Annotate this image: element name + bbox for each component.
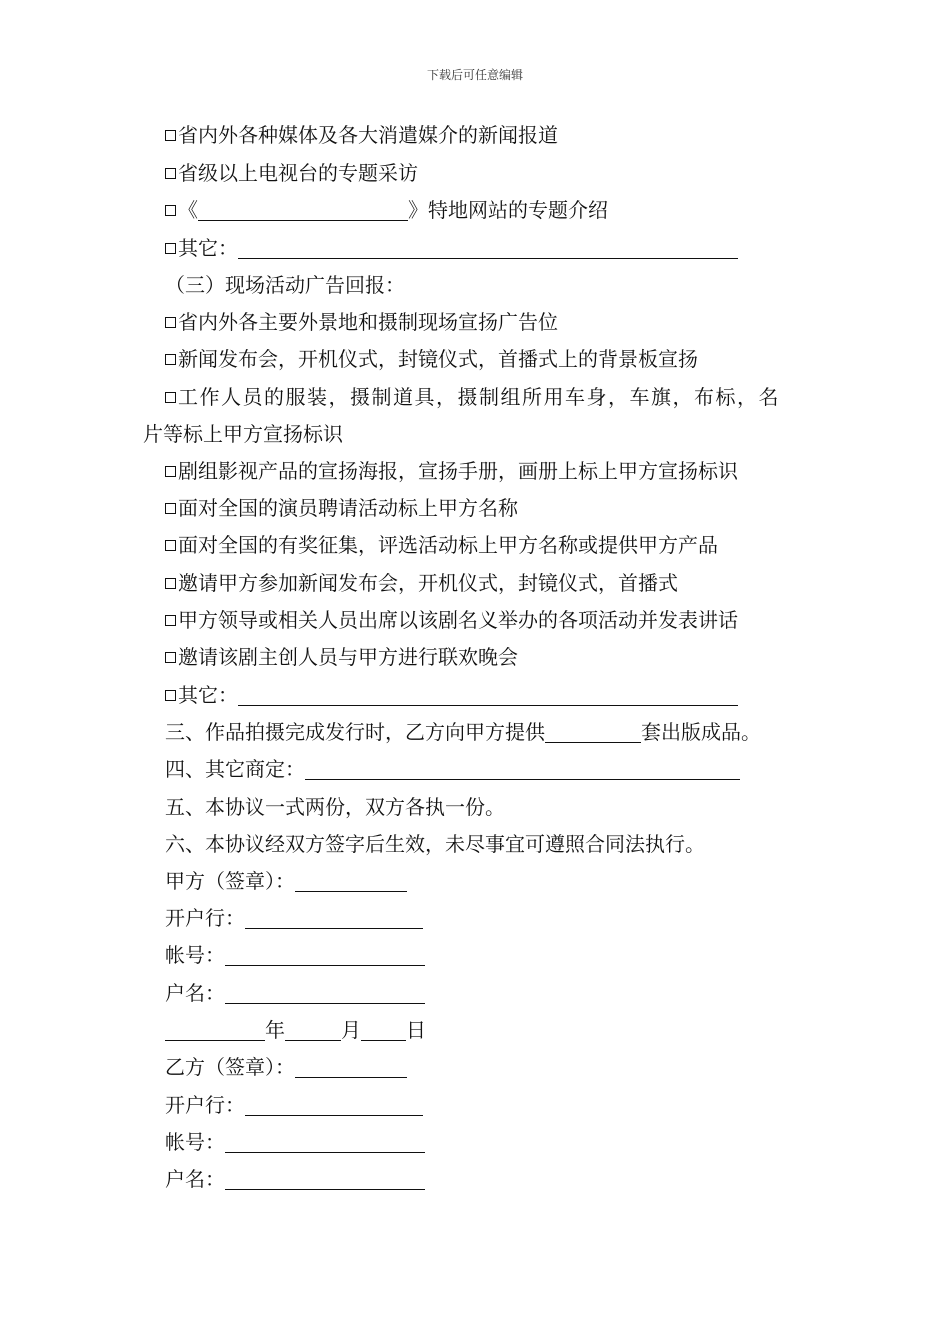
item-text: 剧组影视产品的宣扬海报，宣扬手册，画册上标上甲方宣扬标识 [178, 459, 738, 483]
media-item-other [165, 235, 738, 261]
party-b-account-field[interactable] [225, 1132, 425, 1153]
field-label: 乙方（签章）： [165, 1055, 295, 1079]
field-label: 甲方（签章）： [165, 869, 295, 893]
clause-5: 五、本协议一式两份，双方各执一份。 [165, 795, 505, 819]
month-field[interactable] [285, 1020, 341, 1041]
page-header: 下载后可任意编辑 [426, 68, 523, 82]
checkbox[interactable] [165, 540, 176, 551]
clause-3 [165, 719, 761, 745]
checkbox[interactable] [165, 392, 176, 403]
item-text: 省内外各种媒体及各大消遣媒介的新闻报道 [178, 123, 558, 147]
party-b-bank [165, 1092, 423, 1118]
year-field[interactable] [165, 1020, 265, 1041]
party-a-bank-field[interactable] [245, 908, 423, 929]
party-a-name [165, 980, 425, 1006]
item-text: 面对全国的有奖征集，评选活动标上甲方名称或提供甲方产品 [178, 533, 718, 557]
onsite-item-contest [165, 532, 718, 558]
party-a-name-field[interactable] [225, 983, 425, 1004]
clause-text-end: 套出版成品。 [641, 720, 761, 744]
party-a-account-field[interactable] [225, 945, 425, 966]
party-a-sign [165, 868, 407, 894]
onsite-item-leaders [165, 607, 738, 633]
onsite-item-location [165, 309, 558, 335]
party-b-sign [165, 1054, 407, 1080]
item-text: 面对全国的演员聘请活动标上甲方名称 [178, 496, 518, 520]
item-text-close: 》特地网站的专题介绍 [408, 198, 608, 222]
clause-4 [165, 756, 740, 782]
item-text: 其它： [178, 236, 238, 260]
year-label: 年 [265, 1018, 285, 1042]
checkbox[interactable] [165, 615, 176, 626]
item-text-open: 《 [178, 198, 198, 222]
party-b-name-field[interactable] [225, 1169, 425, 1190]
item-text: 省内外各主要外景地和摄制现场宣扬广告位 [178, 310, 558, 334]
onsite-item-other [165, 682, 738, 708]
other-blank[interactable] [238, 685, 738, 706]
clause-text: 三、作品拍摄完成发行时，乙方向甲方提供 [165, 720, 545, 744]
media-item-tv [165, 160, 418, 186]
onsite-heading: （三）现场活动广告回报： [165, 273, 405, 297]
party-b-name [165, 1166, 425, 1192]
onsite-item-casting [165, 495, 518, 521]
party-a-bank [165, 905, 423, 931]
month-label: 月 [341, 1018, 361, 1042]
checkbox[interactable] [165, 354, 176, 365]
checkbox[interactable] [165, 205, 176, 216]
item-text: 其它： [178, 683, 238, 707]
day-label: 日 [406, 1018, 426, 1042]
party-a-sign-field[interactable] [295, 871, 407, 892]
clause-6: 六、本协议经双方签字后生效，未尽事宜可遵照合同法执行。 [165, 832, 705, 856]
onsite-item-party [165, 644, 518, 670]
day-field[interactable] [361, 1020, 406, 1041]
checkbox[interactable] [165, 317, 176, 328]
onsite-item-costume-cont: 片等标上甲方宣扬标识 [143, 422, 343, 446]
field-label: 帐号： [165, 943, 225, 967]
party-b-bank-field[interactable] [245, 1095, 423, 1116]
item-text: 省级以上电视台的专题采访 [178, 161, 418, 185]
clause-text: 四、其它商定： [165, 757, 305, 781]
field-label: 开户行： [165, 906, 245, 930]
media-item-website [165, 197, 608, 223]
checkbox[interactable] [165, 578, 176, 589]
date-line [165, 1017, 426, 1043]
item-text: 邀请甲方参加新闻发布会，开机仪式，封镜仪式，首播式 [178, 571, 678, 595]
checkbox[interactable] [165, 168, 176, 179]
field-label: 户名： [165, 981, 225, 1005]
website-name-blank[interactable] [198, 200, 408, 221]
field-label: 帐号： [165, 1130, 225, 1154]
item-text: 新闻发布会，开机仪式，封镜仪式，首播式上的背景板宣扬 [178, 347, 698, 371]
onsite-item-press [165, 346, 698, 372]
onsite-item-poster [165, 458, 738, 484]
party-a-account [165, 942, 425, 968]
checkbox[interactable] [165, 503, 176, 514]
field-label: 开户行： [165, 1093, 245, 1117]
onsite-item-invite [165, 570, 678, 596]
item-text: 甲方领导或相关人员出席以该剧名义举办的各项活动并发表讲话 [178, 608, 738, 632]
other-agreement-blank[interactable] [305, 759, 740, 780]
field-label: 户名： [165, 1167, 225, 1191]
checkbox[interactable] [165, 652, 176, 663]
checkbox[interactable] [165, 690, 176, 701]
item-text: 工作人员的服装，摄制道具，摄制组所用车身，车旗，布标，名 [178, 385, 780, 409]
onsite-item-costume [165, 384, 780, 410]
item-text: 邀请该剧主创人员与甲方进行联欢晚会 [178, 645, 518, 669]
checkbox[interactable] [165, 466, 176, 477]
party-b-account [165, 1129, 425, 1155]
checkbox[interactable] [165, 130, 176, 141]
media-item-news [165, 122, 558, 148]
copies-blank[interactable] [545, 722, 641, 743]
other-blank[interactable] [238, 238, 738, 259]
checkbox[interactable] [165, 243, 176, 254]
party-b-sign-field[interactable] [295, 1057, 407, 1078]
